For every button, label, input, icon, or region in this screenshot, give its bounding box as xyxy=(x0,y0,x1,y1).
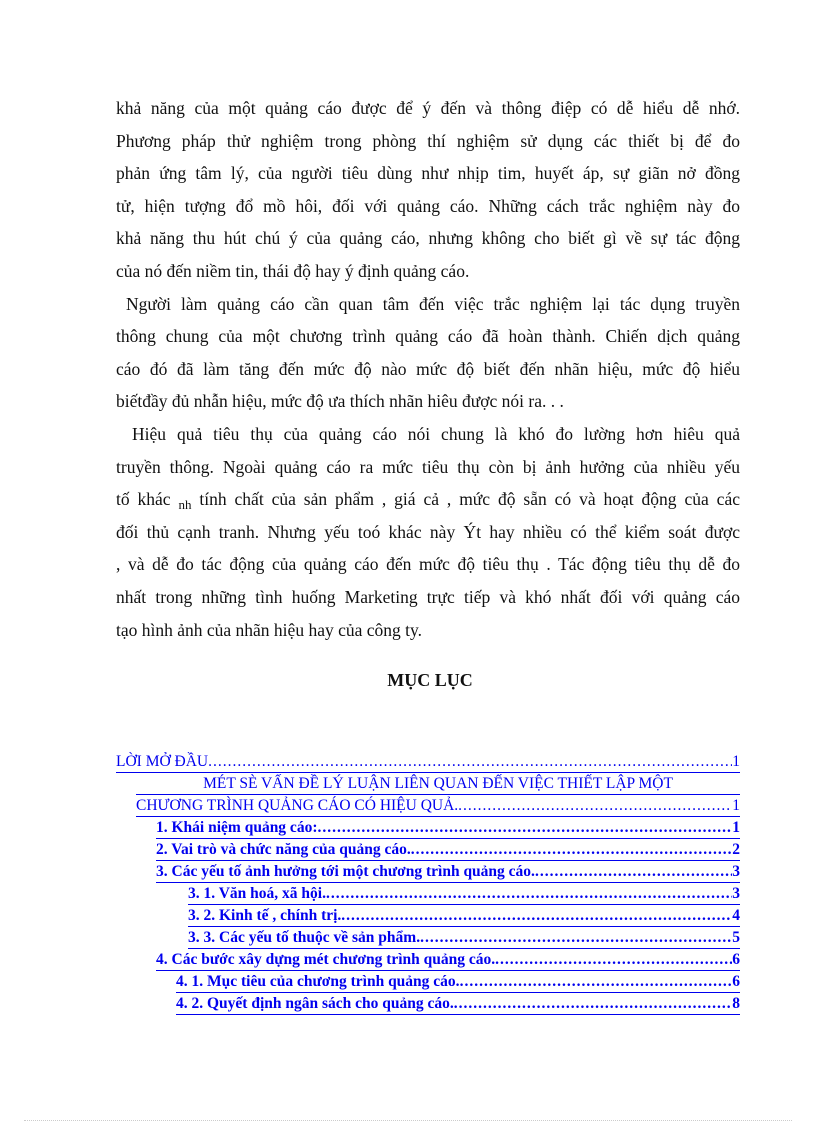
toc-link-section-4-1[interactable] xyxy=(176,970,740,993)
body-text xyxy=(116,92,740,646)
toc-dot-leader xyxy=(420,928,732,948)
toc-entry-text: LỜI MỞ ĐẦU xyxy=(116,753,209,770)
toc-link-section-3-2[interactable] xyxy=(188,904,740,927)
toc-page-number: 1 xyxy=(732,753,740,770)
toc-entry-text: 4. Các bước xây dựng mét chương trình quảng cáo. xyxy=(156,951,496,968)
toc-entry-text: 2. Vai trò và chức năng của quảng cáo. xyxy=(156,841,411,858)
toc-page-number: 6 xyxy=(732,951,740,968)
text-line: thông chung của một chương trình quảng cáo đã hoàn thành. Chiến dịch quảng xyxy=(116,326,740,347)
toc-page-number: 4 xyxy=(732,907,740,924)
text-line: Phương pháp thử nghiệm trong phòng thí nghiệm sử dụng các thiết bị để đo xyxy=(116,130,740,151)
toc-entry-text: 4. 2. Quyết định ngân sách cho quảng cáo. xyxy=(176,995,454,1012)
text-line: cáo đó đã làm tăng đến mức độ nào mức độ biết đến nhãn hiệu, mức độ hiểu xyxy=(116,358,740,379)
toc-page-number: 1 xyxy=(732,797,740,814)
toc-page-number: 5 xyxy=(732,929,740,946)
toc-dot-leader xyxy=(458,796,732,816)
toc-entry-text: 4. 1. Mục tiêu của chương trình quảng cáo. xyxy=(176,973,460,990)
toc-dot-leader xyxy=(460,972,733,992)
toc-link-chapter-title-line2[interactable] xyxy=(136,794,740,817)
toc-entry-text: 3. Các yếu tố ảnh hưởng tới một chương trình quảng cáo. xyxy=(156,863,535,880)
toc-entry-text: MÉT SÈ VẤN ĐỀ LÝ LUẬN LIÊN QUAN ĐẾN VIỆC THIẾT LẬP MỘT xyxy=(203,775,673,792)
toc-entry-text: 1. Khái niệm quảng cáo: xyxy=(156,819,318,836)
text-line: của nó đến niềm tin, thái độ hay ý định quảng cáo. xyxy=(116,260,470,281)
page-bottom-divider xyxy=(24,1120,792,1121)
toc-title: MỤC LỤC xyxy=(387,670,473,690)
text-line: Hiệu quả tiêu thụ của quảng cáo nói chung là khó đo lường hơn hiêu quả xyxy=(132,423,740,444)
text-line: biếtđầy đủ nhẫn hiệu, mức độ ưa thích nhãn hiêu được nói ra. . . xyxy=(116,391,564,412)
text-line: tạo hình ảnh của nhãn hiệu hay của công ty. xyxy=(116,619,422,640)
toc-link-section-4[interactable] xyxy=(156,948,740,971)
toc-link-section-1[interactable] xyxy=(156,816,740,839)
toc-dot-leader xyxy=(411,840,732,860)
toc-page-number: 3 xyxy=(732,885,740,902)
toc-dot-leader xyxy=(208,752,732,772)
text-fragment: tính chất của sản phẩm , giá cả , mức độ sẵn có và hoạt động của các xyxy=(191,489,740,510)
toc-dot-leader xyxy=(535,862,732,882)
text-line: khả năng thu hút chú ý của quảng cáo, nhưng không cho biết gì về sự tác động xyxy=(116,228,740,249)
text-line: khả năng của một quảng cáo được để ý đến và thông điệp có dễ hiểu dễ nhớ. xyxy=(116,98,740,118)
small-text-fragment: nh xyxy=(178,497,192,513)
toc-entry-text: 3. 3. Các yếu tố thuộc về sản phẩm. xyxy=(188,929,421,946)
toc-link-section-4-2[interactable] xyxy=(176,992,740,1015)
toc-entry-text: 3. 1. Văn hoá, xã hội. xyxy=(188,885,326,902)
toc-entry-text: CHƯƠNG TRÌNH QUẢNG CÁO CÓ HIỆU QUẢ. xyxy=(136,797,459,814)
toc-link-intro[interactable] xyxy=(116,750,740,773)
text-line: , và dễ đo tác động của quảng cáo đến mức độ tiêu thụ . Tác động tiêu thụ dễ đo xyxy=(116,554,740,575)
toc-dot-leader xyxy=(317,818,732,838)
toc-dot-leader xyxy=(341,906,732,926)
toc-page-number: 8 xyxy=(732,995,740,1012)
toc-link-section-3-1[interactable] xyxy=(188,882,740,905)
text-line xyxy=(116,483,740,516)
toc-link-section-3-3[interactable] xyxy=(188,926,740,949)
text-line: nhất trong những tình huống Marketing trực tiếp và khó nhất đối với quảng cáo xyxy=(116,586,740,607)
toc-page-number: 2 xyxy=(732,841,740,858)
toc-link-chapter-title-line1[interactable] xyxy=(136,772,740,795)
toc-link-section-3[interactable] xyxy=(156,860,740,883)
text-fragment: tố khác xyxy=(116,489,179,510)
toc-dot-leader xyxy=(495,950,732,970)
text-line: truyền thông. Ngoài quảng cáo ra mức tiêu thụ còn bị ảnh hưởng của nhiều yếu xyxy=(116,456,740,477)
toc-page-number: 1 xyxy=(732,819,740,836)
text-line: phản ứng tâm lý, của người tiêu dùng như nhịp tim, huyết áp, sự giãn nở đồng xyxy=(116,163,740,184)
text-line: đối thủ cạnh tranh. Nhưng yếu toó khác này Ýt hay nhiều có thể kiểm soát được xyxy=(116,521,740,542)
toc-link-section-2[interactable] xyxy=(156,838,740,861)
text-line: Người làm quảng cáo cần quan tâm đến việc trắc nghiệm lại tác dụng truyền xyxy=(126,293,740,314)
toc-dot-leader xyxy=(454,994,732,1014)
toc-page-number: 3 xyxy=(732,863,740,880)
toc-dot-leader xyxy=(326,884,732,904)
toc-page-number: 6 xyxy=(732,973,740,990)
toc-entry-text: 3. 2. Kinh tế , chính trị. xyxy=(188,907,342,924)
text-line: tử, hiện tượng đổ mồ hôi, đối với quảng cáo. Những cách trắc nghiệm này đo xyxy=(116,195,740,216)
